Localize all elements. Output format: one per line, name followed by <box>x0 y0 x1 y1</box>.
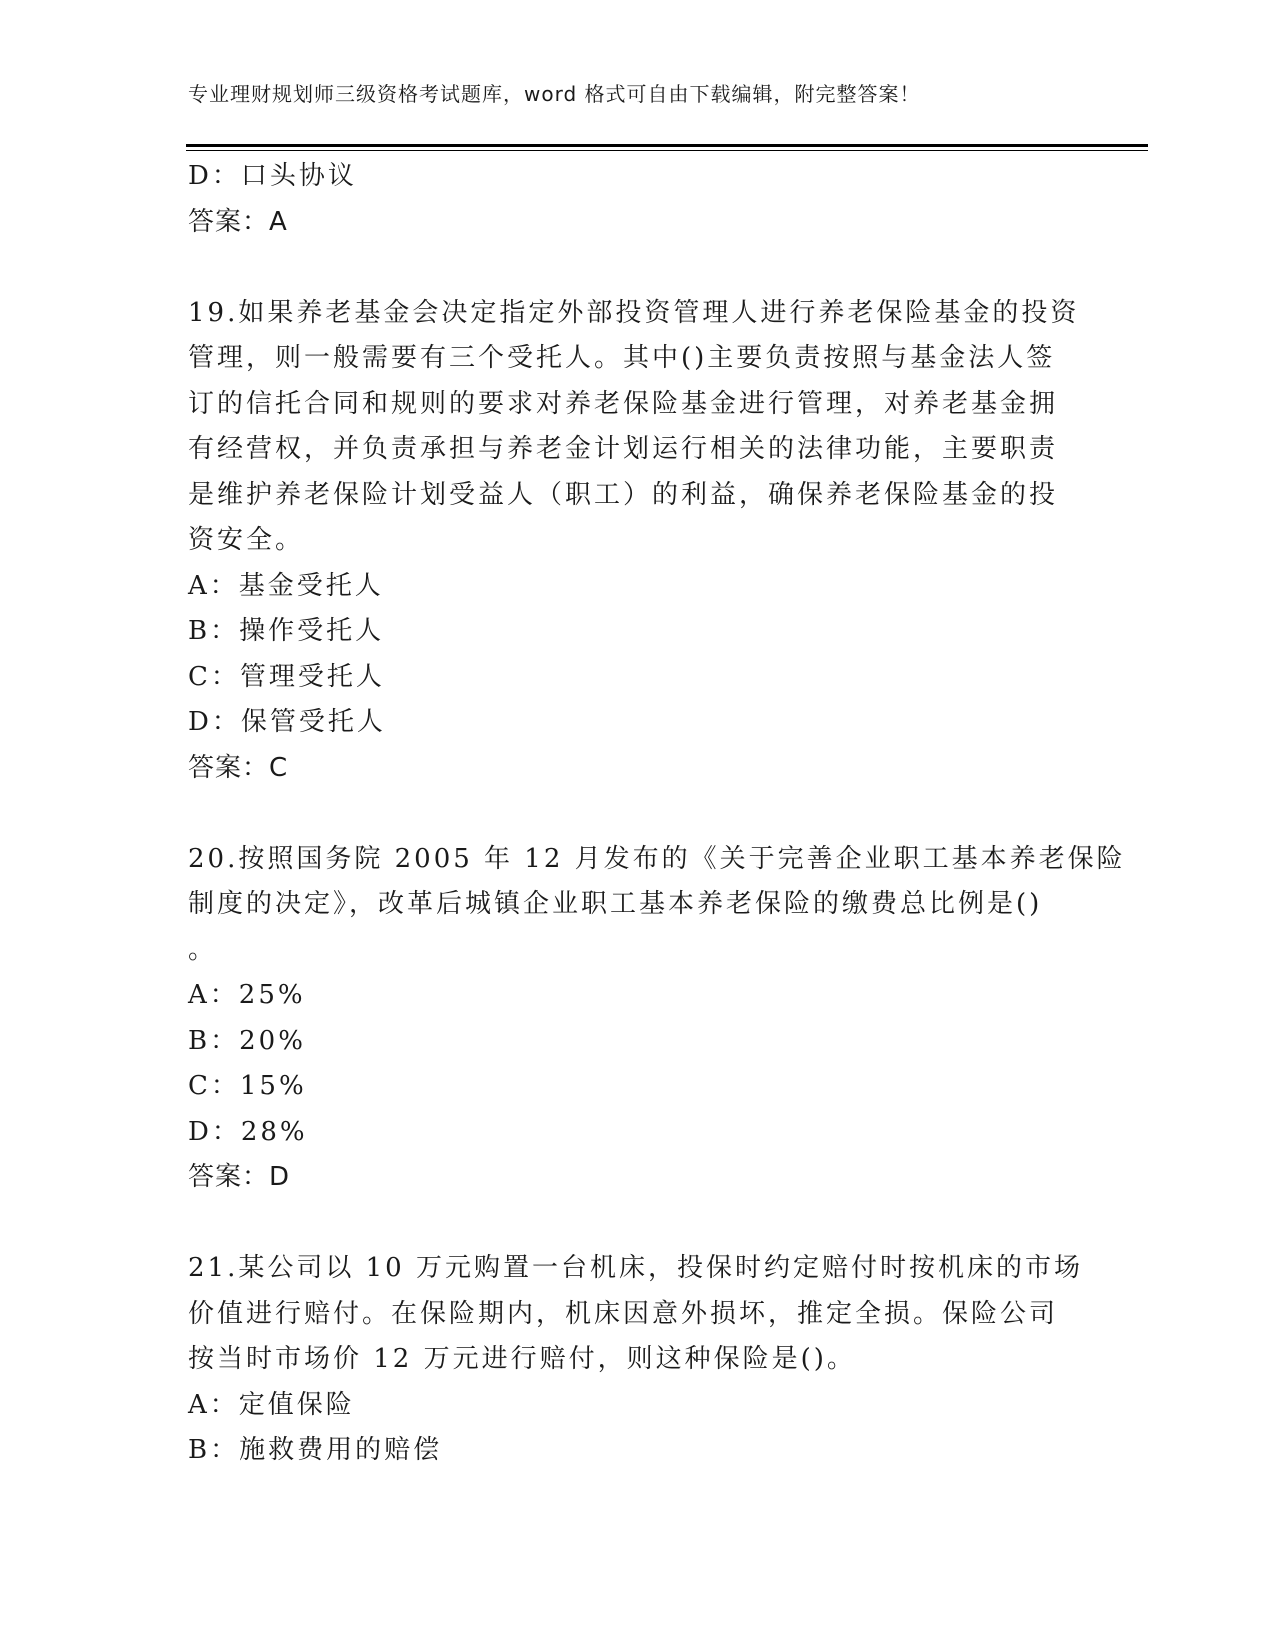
q19-option-c: C：管理受托人 <box>188 661 385 692</box>
q19-option-d: D：保管受托人 <box>188 707 386 737</box>
question-19 <box>188 291 1080 792</box>
q19-text-line: 19.如果养老基金会决定指定外部投资管理人进行养老保险基金的投资 <box>188 297 1080 328</box>
spacer <box>188 1201 1068 1247</box>
q20-answer: 答案：D <box>188 1162 291 1192</box>
header-rule-thick <box>186 144 1148 147</box>
q20-option-c: C：15% <box>188 1071 307 1101</box>
page-header: 专业理财规划师三级资格考试题库，word 格式可自由下载编辑，附完整答案！ <box>188 82 921 106</box>
q20-option-a: A：25% <box>188 980 306 1010</box>
q20-option-d: D：28% <box>188 1116 308 1147</box>
q19-text-line: 是维护养老保险计划受益人（职工）的利益，确保养老保险基金的投 <box>188 479 1059 510</box>
q19-text-line: 资安全。 <box>188 525 305 555</box>
q19-text-line: 有经营权，并负责承担与养老金计划运行相关的法律功能，主要职责 <box>188 434 1059 464</box>
q18-option-d: D：口头协议 <box>188 161 357 191</box>
q20-option-b: B：20% <box>188 1025 306 1056</box>
q21-option-a: A：定值保险 <box>188 1389 355 1420</box>
q18-answer: 答案：A <box>188 206 288 237</box>
q21-text-line: 价值进行赔付。在保险期内，机床因意外损坏，推定全损。保险公司 <box>188 1298 1059 1329</box>
q20-text-line: 20.按照国务院 2005 年 12 月发布的《关于完善企业职工基本养老保险 <box>188 843 1126 874</box>
question-20 <box>188 837 1126 1201</box>
q19-option-a: A：基金受托人 <box>188 570 384 601</box>
q19-option-b: B：操作受托人 <box>188 616 385 646</box>
q19-answer: 答案：C <box>188 752 289 783</box>
q20-text-line: 。 <box>188 934 218 965</box>
spacer <box>188 791 1068 837</box>
q19-text-line: 管理，则一般需要有三个受托人。其中()主要负责按照与基金法人签 <box>188 343 1056 373</box>
question-21 <box>188 1246 1083 1474</box>
header-rule-thin <box>186 150 1148 151</box>
q21-text-line: 21.某公司以 10 万元购置一台机床，投保时约定赔付时按机床的市场 <box>188 1253 1083 1283</box>
q19-text-line: 订的信托合同和规则的要求对养老保险基金进行管理，对养老基金拥 <box>188 388 1059 419</box>
q21-option-b: B：施救费用的赔偿 <box>188 1435 443 1465</box>
spacer <box>188 245 1068 291</box>
q20-text-line: 制度的决定》，改革后城镇企业职工基本养老保险的缴费总比例是() <box>188 889 1043 919</box>
q21-text-line: 按当时市场价 12 万元进行赔付，则这种保险是()。 <box>188 1344 856 1374</box>
document-body <box>188 154 1126 1474</box>
